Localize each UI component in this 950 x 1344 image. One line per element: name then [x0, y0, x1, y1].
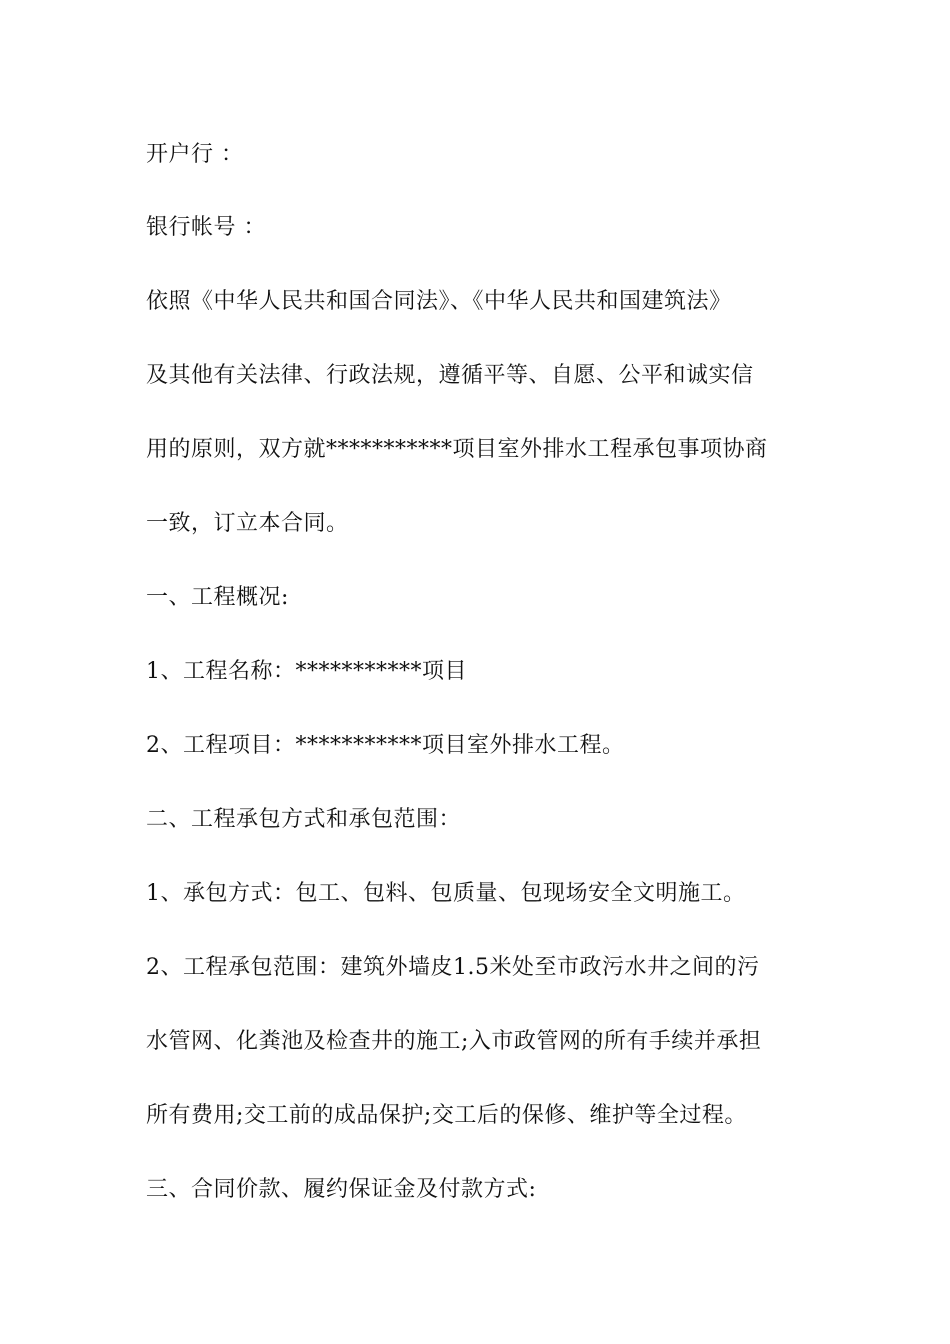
list-item: 1、承包方式：包工、包料、包质量、包现场安全文明施工。	[146, 881, 746, 906]
section-heading: 二、工程承包方式和承包范围：	[146, 807, 462, 832]
list-item: 1、工程名称：***********项目	[146, 659, 467, 684]
bank-account-line: 银行帐号 ：	[146, 215, 266, 240]
paragraph-line: 及其他有关法律、行政法规，遵循平等、自愿、公平和诚实信	[146, 363, 754, 388]
section-heading: 一、工程概况:	[146, 585, 289, 610]
list-item: 2、工程项目：***********项目室外排水工程。	[146, 733, 625, 758]
paragraph-line: 水管网、化粪池及检查井的施工;入市政管网的所有手续并承担	[146, 1029, 762, 1054]
bank-name-line: 开户行 ：	[146, 142, 244, 167]
paragraph-line: 一致，订立本合同。	[146, 511, 349, 536]
paragraph-line: 用的原则，双方就***********项目室外排水工程承包事项协商	[146, 437, 768, 462]
paragraph-line: 依照《中华人民共和国合同法》、《中华人民共和国建筑法》	[146, 289, 732, 314]
section-heading: 三、合同价款、履约保证金及付款方式:	[146, 1177, 537, 1202]
list-item: 2、工程承包范围：建筑外墙皮1.5米处至市政污水井之间的污	[146, 955, 760, 980]
paragraph-line: 所有费用;交工前的成品保护;交工后的保修、维护等全过程。	[146, 1103, 747, 1128]
